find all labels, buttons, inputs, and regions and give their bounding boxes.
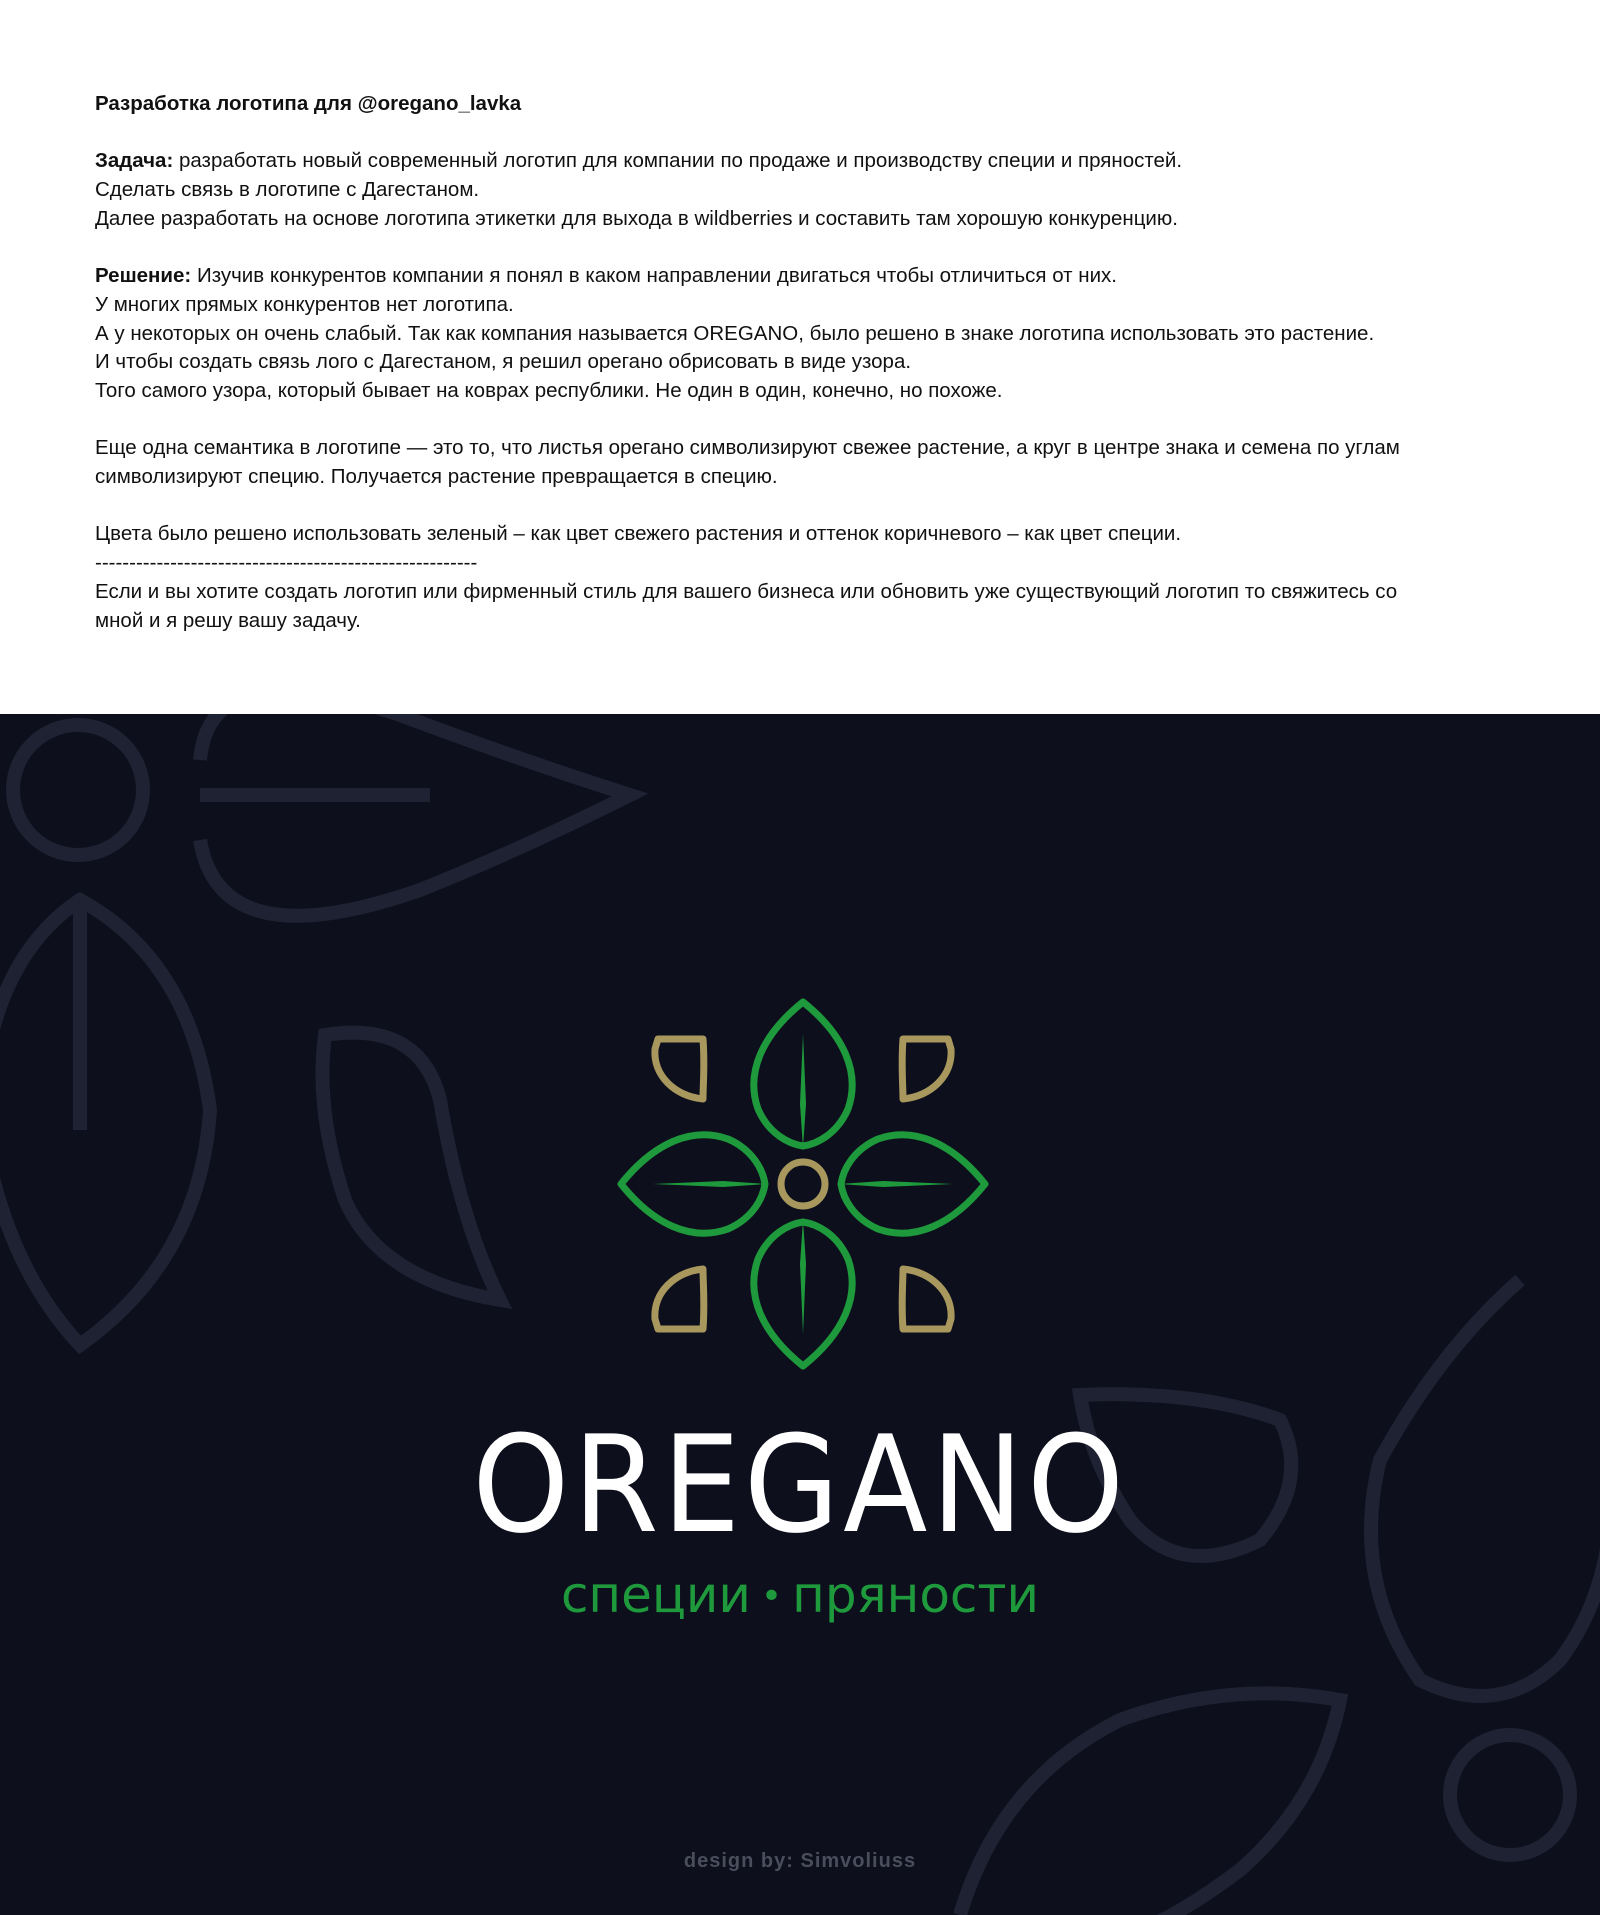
solution-line-2: У многих прямых конкурентов нет логотипа.: [95, 292, 514, 316]
seed-top-right-icon: [902, 1039, 951, 1099]
solution-line-3: А у некоторых он очень слабый. Так как компания называется OREGANO, было решено в знаке логотипа использовать это растение.: [95, 321, 1375, 345]
logo-wordmark: OREGANO: [472, 1407, 1128, 1563]
task-line-2: Сделать связь в логотипе с Дагестаном.: [95, 178, 480, 202]
oregano-logo-mark: [613, 994, 993, 1374]
solution-line-5: Того самого узора, который бывает на коврах республики. Не один в один, конечно, но похоже.: [95, 379, 1003, 402]
semantics-line-2: символизируют специю. Получается растение превращается в специю.: [95, 465, 778, 489]
heading: Разработка логотипа для @oregano_lavka: [95, 92, 522, 115]
tagline-left: специи: [560, 1566, 751, 1624]
seed-bottom-left-icon: [655, 1269, 704, 1329]
description-section: [0, 0, 1600, 714]
tagline-right: пряности: [792, 1566, 1040, 1624]
divider: --------------------------------------------------------: [95, 551, 478, 575]
seed-bottom-right-icon: [902, 1269, 951, 1329]
description-text: [95, 90, 1535, 635]
task-line-1: разработать новый современный логотип для компании по продаже и производству специи и пряностей.: [173, 149, 1183, 173]
colors-line: Цвета было решено использовать зеленый – как цвет свежего растения и оттенок коричневого – как цвет специи.: [95, 522, 1182, 546]
task-line-3: Далее разработать на основе логотипа этикетки для выхода в wildberries и составить там хорошую конкуренцию.: [95, 206, 1178, 230]
logo-tagline: [0, 1560, 1600, 1636]
designer-credit: design by: Simvoliuss: [683, 1850, 917, 1872]
seed-top-left-icon: [655, 1039, 704, 1099]
semantics-line-1: Еще одна семантика в логотипе — это то, что листья орегано символизируют свежее растение, а круг в центре знака и семена по углам: [95, 436, 1400, 460]
solution-label: Решение:: [95, 264, 192, 288]
center-circle-icon: [781, 1162, 825, 1206]
solution-line-1: Изучив конкурентов компании я понял в каком направлении двигаться чтобы отличиться от них.: [191, 264, 1117, 288]
cta-line-1: Если и вы хотите создать логотип или фирменный стиль для вашего бизнеса или обновить уже существующий логотип то свяжитесь со: [95, 579, 1398, 603]
logo-presentation: [0, 714, 1600, 1915]
tagline-dot: •: [760, 1576, 783, 1617]
cta-line-2: мной и я решу вашу задачу.: [95, 608, 361, 632]
solution-line-4: И чтобы создать связь лого с Дагестаном, я решил орегано обрисовать в виде узора.: [95, 350, 912, 374]
task-label: Задача:: [95, 149, 174, 173]
